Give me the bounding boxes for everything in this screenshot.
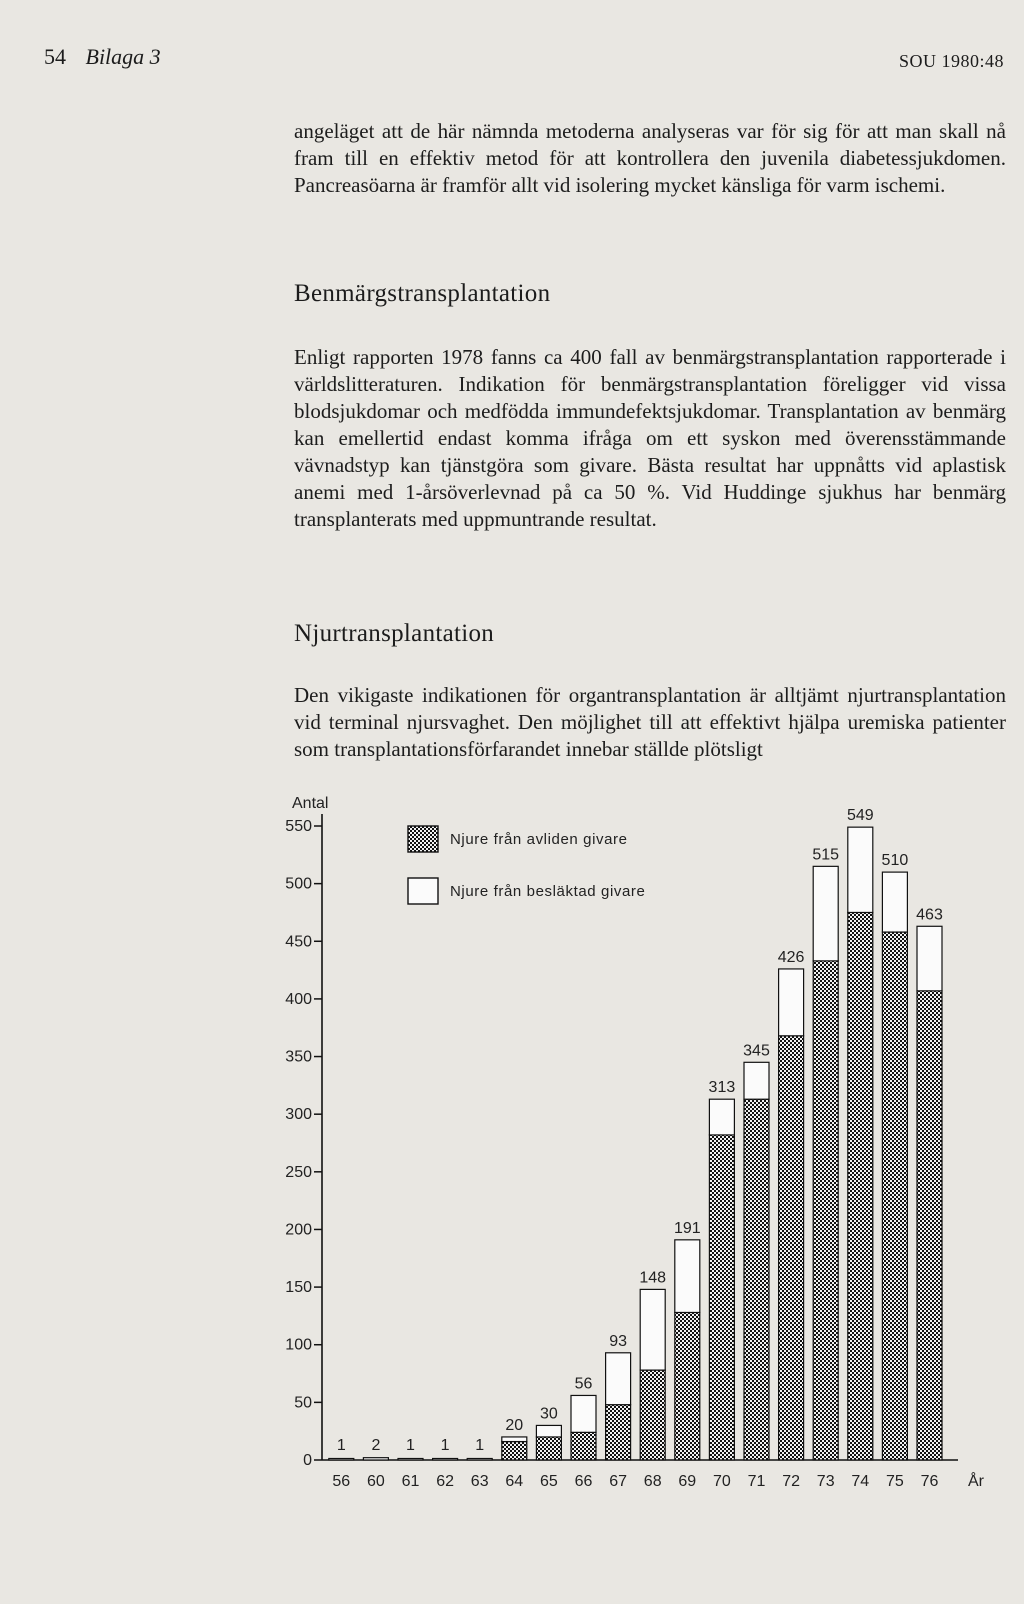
bar-total-label: 1: [336, 1437, 346, 1454]
y-tick-label: 450: [285, 933, 312, 951]
series-label: SOU 1980:48: [898, 51, 1004, 71]
bar-avliden: [779, 1036, 804, 1460]
y-tick-label: 550: [285, 818, 312, 835]
bar-beslaktad: [917, 926, 942, 991]
bar-avliden: [571, 1432, 596, 1460]
y-tick-label: 0: [303, 1452, 312, 1469]
x-tick-label: 68: [643, 1473, 662, 1490]
legend-swatch: [408, 826, 438, 852]
x-tick-label: 65: [540, 1473, 558, 1490]
bar-avliden: [709, 1135, 734, 1460]
bar-avliden: [606, 1405, 631, 1460]
bar-beslaktad: [709, 1099, 734, 1135]
legend-label: Njure från besläktad givare: [450, 883, 646, 900]
bar-total-label: 1: [440, 1437, 450, 1454]
y-axis-title: Antal: [292, 795, 329, 812]
x-tick-label: 63: [470, 1473, 489, 1490]
y-tick-label: 150: [285, 1279, 312, 1297]
bar-beslaktad: [779, 969, 804, 1036]
x-tick-label: 69: [678, 1473, 697, 1490]
section-label: Bilaga 3: [85, 44, 161, 69]
bar-beslaktad: [363, 1458, 388, 1460]
bar-total-label: 345: [743, 1042, 770, 1060]
bar-total-label: 30: [540, 1405, 558, 1423]
x-tick-label: 74: [851, 1473, 870, 1490]
bar-total-label: 1: [406, 1437, 415, 1454]
bar-avliden: [813, 961, 838, 1460]
x-tick-label: 67: [609, 1473, 627, 1490]
paragraph-benmarg: Enligt rapporten 1978 fanns ca 400 fall av benmärgstransplantation rapporterade i världslitteraturen. Indikation för benmärgstransplantation föreligger vid vissa blodsjukdomar och medfödda immundefektsjukdomar. Transplantation av benmärg kan emellertid endast komma ifråga om ett syskon med överensstämmande vävnadstyp kan tjänstgöra som givare. Bästa resultat har uppnåtts vid aplastisk anemi med 1-årsöverlevnad på ca 50 %. Vid Huddinge sjukhus har benmärg transplanterats med uppmuntrande resultat.: [294, 345, 1006, 531]
legend-swatch: [408, 878, 438, 904]
bar-total-label: 549: [846, 807, 874, 825]
bar-total-label: 515: [812, 846, 840, 864]
bar-total-label: 510: [881, 852, 909, 870]
x-tick-label: 62: [436, 1473, 454, 1490]
x-tick-label: 60: [367, 1473, 385, 1490]
heading-benmarg: Benmärgstransplantation: [294, 280, 551, 307]
x-tick-label: 64: [505, 1473, 524, 1490]
bar-beslaktad: [675, 1240, 700, 1313]
bar-avliden: [640, 1370, 665, 1460]
bar-beslaktad: [329, 1459, 354, 1461]
page-number: 54: [44, 44, 66, 69]
bar-avliden: [848, 912, 873, 1460]
x-tick-label: 71: [747, 1473, 766, 1490]
transplant-chart: [0, 780, 1024, 1500]
y-tick-label: 250: [285, 1163, 312, 1181]
y-tick-label: 400: [285, 990, 312, 1008]
bar-total-label: 148: [639, 1269, 667, 1287]
x-tick-label: 61: [401, 1473, 420, 1490]
bar-avliden: [675, 1312, 700, 1460]
x-tick-label: 73: [816, 1473, 835, 1490]
chart-legend: [408, 826, 645, 904]
bar-total-label: 20: [505, 1416, 524, 1434]
x-tick-label: 76: [920, 1473, 939, 1490]
paragraph-diabetes: angeläget att de här nämnda metoderna analyseras var för sig för att man skall nå fram till en effektiv metod för att kontrollera den juvenila diabetessjukdomen. Pancreasöarna är framför allt vid isolering mycket känsliga för varm ischemi.: [294, 119, 1006, 197]
paragraph-njur: Den vikigaste indikationen för organtransplantation är alltjämt njurtransplantation vid terminal njursvaghet. Den möjlighet till att effektivt hjälpa uremiska patienter som transplantationsförfarandet innebar ställde plötsligt: [294, 683, 1006, 761]
y-tick-label: 100: [285, 1336, 312, 1354]
bar-avliden: [502, 1442, 527, 1460]
chart-bars: [329, 827, 942, 1460]
x-tick-label: 75: [886, 1473, 904, 1490]
y-tick-label: 300: [285, 1106, 312, 1124]
bar-beslaktad: [882, 872, 907, 932]
bar-avliden: [882, 932, 907, 1460]
bar-total-label: 426: [777, 948, 805, 966]
x-tick-label: 66: [574, 1473, 593, 1490]
bar-beslaktad: [467, 1459, 492, 1461]
bar-beslaktad: [813, 866, 838, 961]
bar-total-label: 191: [673, 1219, 701, 1237]
bar-avliden: [917, 991, 942, 1460]
bar-beslaktad: [433, 1459, 458, 1461]
bar-beslaktad: [848, 827, 873, 912]
x-tick-label: 70: [713, 1473, 731, 1490]
bar-total-label: 463: [916, 906, 943, 924]
bar-total-label: 93: [609, 1332, 627, 1350]
y-tick-label: 200: [285, 1221, 312, 1239]
bar-avliden: [744, 1099, 769, 1460]
x-tick-label: 72: [782, 1473, 800, 1490]
bar-beslaktad: [640, 1289, 665, 1370]
y-tick-label: 500: [285, 875, 312, 893]
bar-beslaktad: [536, 1425, 561, 1437]
y-tick-label: 350: [285, 1048, 312, 1066]
bar-beslaktad: [606, 1353, 631, 1405]
bar-beslaktad: [744, 1062, 769, 1099]
y-tick-label: 50: [294, 1394, 312, 1412]
legend-label: Njure från avliden givare: [450, 831, 628, 848]
bar-total-label: 313: [708, 1079, 736, 1097]
heading-njur: Njurtransplantation: [294, 620, 495, 647]
bar-total-label: 56: [574, 1375, 593, 1393]
bar-avliden: [536, 1437, 561, 1460]
bar-beslaktad: [398, 1459, 423, 1461]
bar-total-label: 1: [475, 1437, 485, 1454]
bar-beslaktad: [502, 1437, 527, 1442]
x-tick-label: 56: [332, 1473, 351, 1490]
bar-total-label: 2: [371, 1437, 381, 1454]
header-left: [44, 44, 161, 70]
x-axis-title: År: [968, 1473, 984, 1490]
bar-beslaktad: [571, 1395, 596, 1432]
